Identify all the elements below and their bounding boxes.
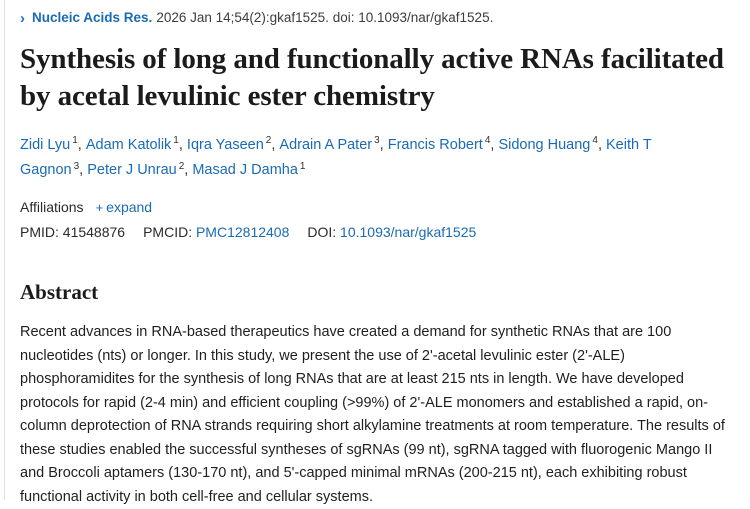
identifiers-row [20, 224, 730, 240]
citation-details: 2026 Jan 14;54(2):gkaf1525. doi: 10.1093/nar/gkaf1525. [156, 10, 494, 25]
doi-label: DOI: [307, 224, 337, 241]
author-name[interactable]: Adrain A Pater [279, 136, 373, 153]
pmcid-group [143, 224, 289, 240]
author-item: Zidi Lyu $^1$, [20, 134, 86, 153]
author-name[interactable]: Sidong Huang [498, 136, 591, 153]
page-title: Synthesis of long and functionally active RNAs facilitated by acetal levulinic ester chemistry [20, 42, 724, 112]
plus-icon: + [95, 199, 104, 215]
affiliations-label: Affiliations [20, 199, 84, 216]
pmid-label: PMID: [20, 224, 59, 241]
affiliations-row [20, 199, 730, 215]
author-name[interactable]: Masad J Damha [192, 162, 298, 179]
citation-line [20, 0, 730, 27]
pmid-group [20, 224, 125, 240]
author-item: Adam Katolik $^1$, [85, 134, 187, 153]
abstract-heading: Abstract [20, 280, 99, 305]
author-name[interactable]: Keith T Gagnon [20, 136, 652, 179]
author-list [20, 132, 730, 184]
author-affiliation-marker: 4 [484, 134, 491, 146]
author-name[interactable]: Francis Robert [387, 136, 483, 153]
author-item: Iqra Yaseen $^2$, [186, 134, 280, 153]
author-affiliation-marker: 1 [173, 134, 179, 146]
author-affiliation-marker: 4 [592, 134, 598, 146]
expand-label: expand [106, 199, 153, 216]
author-affiliation-marker: 2 [178, 160, 185, 172]
author-affiliation-marker: 3 [374, 134, 380, 146]
chevron-right-icon[interactable]: › [20, 10, 25, 27]
author-item: Peter J Unrau $^2$, [87, 160, 193, 179]
pmcid-label: PMCID: [143, 224, 193, 241]
author-item: Francis Robert $^4$, [387, 134, 499, 153]
author-item: Sidong Huang $^4$, [498, 134, 606, 153]
pmid-value: 41548876 [62, 224, 126, 241]
author-affiliation-marker: 1 [299, 160, 306, 172]
author-name[interactable]: Peter J Unrau [87, 162, 177, 179]
author-item: Adrain A Pater $^3$, [279, 134, 388, 153]
author-name[interactable]: Zidi Lyu [20, 136, 71, 153]
author-item: Keith T Gagnon $^3$, [20, 136, 652, 179]
journal-link[interactable]: Nucleic Acids Res. [32, 10, 153, 25]
author-affiliation-marker: 3 [73, 160, 80, 172]
author-affiliation-marker: 2 [265, 134, 272, 146]
abstract-text: Recent advances in RNA-based therapeutics have created a demand for synthetic RNAs that are 100 nucleotides (nts) or longer. In this study, we present the use of 2'-acetal levulinic ester (2'-ALE) phosphoramidites for the synthesis of long RNAs that are at least 215 nts in length. We have developed protocols for rapid (2-4 min) and efficient coupling (>99%) of 2'-ALE monomers and established a rapid, on-column deprotection of RNA strands requiring short alkylamine treatments at room temperature. The results of these studies enabled the successful syntheses of sgRNAs (99 nt), sgRNA tagged with fluorogenic Mango II and Broccoli aptamers (130-170 nt), and 5'-capped minimal mRNAs (200-215 nt), each exhibiting robust functional activity in both cell-free and cellular systems. [20, 324, 725, 505]
author-affiliation-marker: 1 [72, 134, 78, 146]
pmcid-link[interactable]: PMC12812408 [195, 224, 290, 241]
expand-affiliations-button[interactable] [96, 199, 153, 215]
author-name[interactable]: Iqra Yaseen [186, 136, 264, 153]
author-name[interactable]: Adam Katolik [85, 136, 172, 153]
page-left-rule [0, 0, 5, 500]
author-item [192, 162, 305, 178]
doi-link[interactable]: 10.1093/nar/gkaf1525 [340, 224, 477, 241]
doi-group [307, 224, 476, 240]
